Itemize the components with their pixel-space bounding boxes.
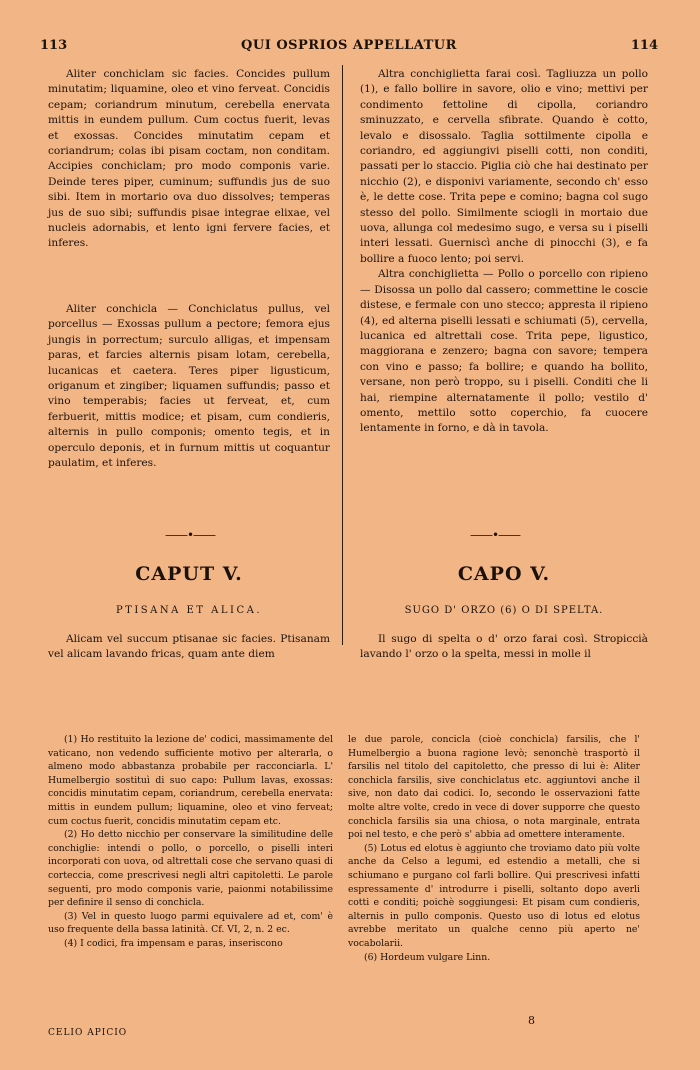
footnote-6: (6) Hordeum vulgare Linn. — [364, 951, 491, 963]
latin-paragraph-3 — [48, 632, 330, 663]
italian-paragraphs — [360, 67, 648, 437]
footnote-4-continued: le due parole, concicla (cioè conchicla) farsilis, che l' Humelbergio a buona ragione levò; senonchè trasportò il farsilis nel titolo del capitoletto, che presso di lui è: Aliter conchicla farsilis, sive conchiclatus etc. aggiuntovi anche il sive, non dato dai codici. Io, secondo le osservazioni fatte molte altre volte, credo in vece di dover supporre che questo conchicla farsilis sia una chiosa, o nota marginale, entrata poi nel testo, e che però s' abbia ad ometterе interamente. — [348, 734, 640, 841]
footnote-3: (3) Vel in questo luogo parmi equivalere ad et, com' è uso frequente della bassa latinità. Cf. VI, 2, n. 2 ec. — [48, 910, 333, 936]
italian-text-2: Altra conchiglietta — Pollo o porcello con ripieno — Disossa un pollo dal cassero; commettine le coscie distese, e fermale con uno stecco; appresta il ripieno (4), ed alterna piselli lessati e schiumati (5), cervella, lucanica ed altrettali cose. Trita pepe, ligustico, maggiorana e zenzero; bagna con savore; tempera con vino e passo; fa bollire; e quando ha bollito, versane, non però troppo, su i piselli. Conditi che li hai, riempine alternatamente il pollo; vestilo d' omento, mettilo sotto coperchio, fa cuocere lentamente in forno, e dà in tavola. — [360, 268, 648, 435]
italian-chapter-subtitle: SUGO D' ORZO (6) O DI SPELTA. — [404, 605, 604, 616]
latin-paragraph-2 — [48, 302, 330, 471]
running-header — [40, 38, 658, 58]
ornament-divider-right: ——•—— — [469, 528, 521, 542]
footnote-4: (4) I codici, fra impensam e paras, inseriscono — [64, 937, 283, 949]
signature-number: 8 — [528, 1014, 535, 1027]
latin-text-3: Alicam vel succum ptisanae sic facies. Ptisanam vel alicam lavando fricas, quam ante diem — [48, 633, 330, 661]
left-page-number: 113 — [40, 38, 68, 53]
italian-chapter-heading: CAPO V. — [457, 563, 551, 585]
footnotes-left — [48, 733, 333, 951]
ornament-divider-left: ——•—— — [164, 528, 216, 542]
right-page-number: 114 — [630, 38, 658, 53]
footnote-5: (5) Lotus ed elotus è aggiunto che troviamo dato più volte anche da Celso a legumi, ed estendio a metalli, che si schiumano e purgano col farli bollire. Qui prescrivesi infatti espressamente d' introdurre i piselli, soltanto dopo averli cotti e conditi; poichè soggiungesi: Et pisam cum condieris, alternis in pullo componis. Questo uso di lotus ed elotus avrebbe meritato un qualche cenno più aperto ne' vocabolarii. — [348, 842, 640, 949]
italian-text-1: Altra conchiglietta farai così. Tagliuzza un pollo (1), e fallo bollire in savore, olio e vino; mettivi per condimento fettoline di cipolla, coriandro sminuzzato, e cervella sfibrate. Quando è cotto, levalo e disossalo. Taglia sottilmente cipolla e coriandro, ed aggiungivi piselli cotti, non conditi, passati per lo staccio. Piglia ciò che hai destinato per nicchio (2), e disponivi variamente, secondo ch' esso è, le dette cose. Trita pepe e comino; bagna col sugo stesso del pollo. Similmente sciogli in mortaio due uova, allunga col medesimo sugo, e versa su i piselli interi lessati. Guerniscì anche di pinocchi (3), e fa bollire a fuoco lento; poi servi. — [360, 68, 648, 265]
footnotes-right — [348, 733, 640, 964]
running-title: QUI OSPRIOS APPELLATUR — [241, 38, 457, 53]
column-divider — [342, 65, 343, 645]
latin-chapter-heading: CAPUT V. — [135, 563, 243, 585]
latin-text-1: Aliter conchiclam sic facies. Concides pullum minutatim; liquamine, oleo et vino ferveat. Concidis cepam; coriandrum minutum, cerebella enervata mittis in eundem pullum. Cum coctus fuerit, levas et exossas. Concides minutatim cepam et coriandrum; colas ibi pisam coctam, non conditam. Accipies conchiclam; pro modo componis varie. Deinde teres piper, cuminum; suffundis jus de suo sibi. Item in mortario ova duo dissolves; temperas jus de suo sibi; suffundis pisae integrae elixae, vel nucleis adornabis, et lento igni fervere facies, et inferes. — [48, 68, 330, 250]
footnote-2: (2) Ho detto nicchio per conservare la similitudine delle conchiglie: intendi o pollo, o porcello, o piselli interi incorporati con uova, od altrettali cose che servano quasi di corteccia, come prescrivesi negli altri capitoletti. Le parole seguenti, pro modo componis varie, paionmi notabilissime per definire il senso di conchicla. — [48, 829, 333, 909]
italian-paragraph-3 — [360, 632, 648, 663]
latin-text-2: Aliter conchicla — Conchiclatus pullus, vel porcellus — Exossas pullum a pectore; femora ejus jungis in porrectum; surculo alligas, et impensam paras, et farcies alternis pisam lotam, cerebella, lucanicas et caetera. Teres piper ligusticum, origanum et zingiber; liquamen suffundis; passo et vino temperabis; facies ut ferveat, et, cum ferbuerit, mittis modice; et pisam, cum condieris, alternis in pullo componis; omento tegis, et in operculo deponis, et in furnum mittis ut coquantur paulatim, et inferes. — [48, 303, 330, 470]
latin-chapter-subtitle: PTISANA ET ALICA. — [115, 605, 263, 616]
latin-paragraph-1 — [48, 67, 330, 252]
italian-text-3: Il sugo di spelta o d' orzo farai così. Stropiccià lavando l' orzo o la spelta, messi in molle il — [360, 633, 648, 661]
footnote-1: (1) Ho restituito la lezione de' codici, massimamente del vaticano, non vedendo sufficiente motivo per alterarla, o almeno modo abbastanza probabile per racconciarla. L' Humelbergio sostituì di suo capo: Pullum lavas, exossas: concidis minutatim cepam, coriandrum, cerebella enervata: mittis in eundem pullum; liquamine, oleo et vino ferveat; cum coctus fuerit, concidis minutatim cepam etc. — [48, 734, 333, 827]
signature-author: CELIO APICIO — [48, 1028, 128, 1038]
